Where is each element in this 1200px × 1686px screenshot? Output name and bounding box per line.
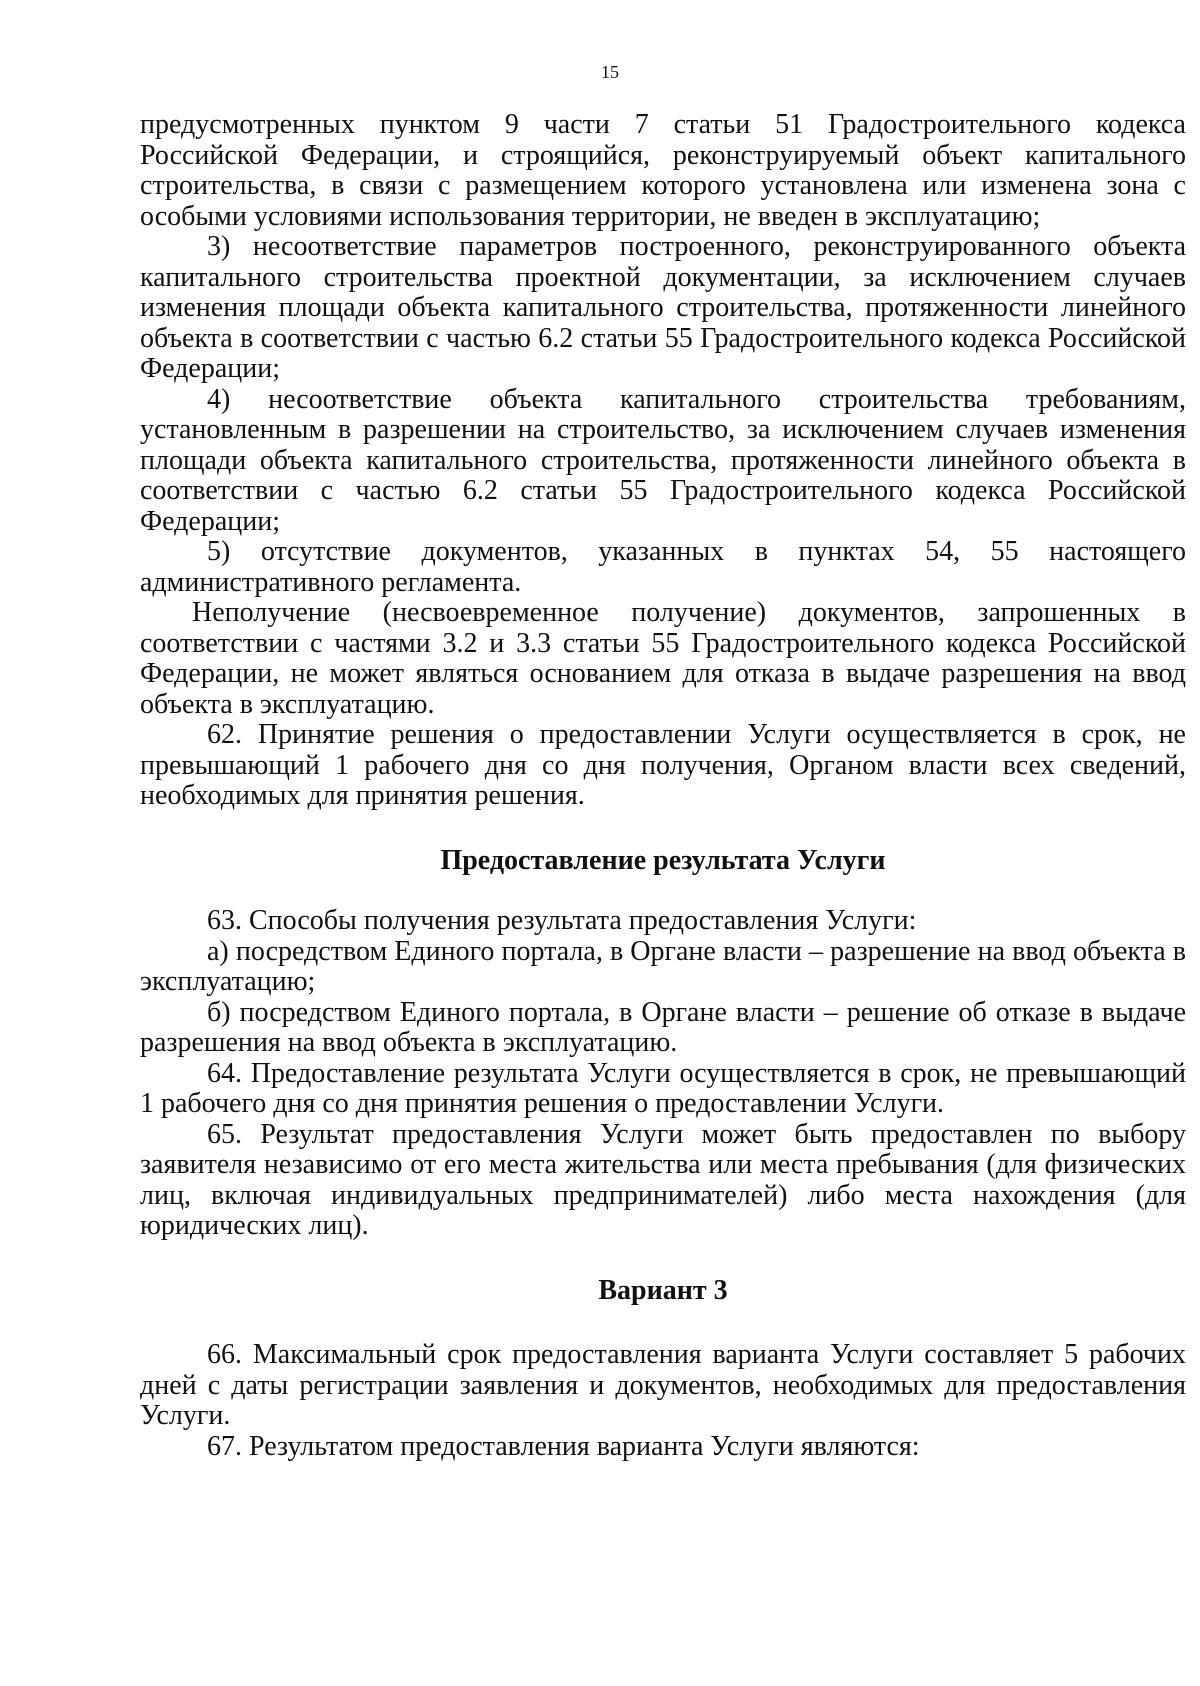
section-heading-variant-3: Вариант 3 <box>598 1274 728 1306</box>
spacer <box>140 876 1186 906</box>
paragraph-item-5: 5) отсутствие документов, указанных в пунктах 54, 55 настоящего административного регламента. <box>140 536 1186 598</box>
paragraph-62: 62. Принятие решения о предоставлении Услуги осуществляется в срок, не превышающий 1 рабочего дня со дня получения, Органом власти всех сведений, необходимых для принятия решения. <box>140 719 1186 811</box>
page-number: 15 <box>601 62 619 82</box>
paragraph-63a: а) посредством Единого портала, в Органе власти – разрешение на ввод объекта в эксплуатацию; <box>140 935 1186 997</box>
paragraph-66: 66. Максимальный срок предоставления варианта Услуги составляет 5 рабочих дней с даты регистрации заявления и документов, необходимых для предоставления Услуги. <box>140 1339 1186 1431</box>
paragraph-item-4: 4) несоответствие объекта капитального строительства требованиям, установленным в разрешении на строительство, за исключением случаев изменения площади объекта капитального строительства, протяженности линейного объекта в соответствии с частью 6.2 статьи 55 Градостроительного кодекса Российской Федерации; <box>140 383 1186 537</box>
paragraph-63b: б) посредством Единого портала, в Органе власти – решение об отказе в выдаче разрешения на ввод объекта в эксплуатацию. <box>140 996 1186 1058</box>
paragraph-67: 67. Результатом предоставления варианта Услуги являются: <box>207 1430 920 1462</box>
spacer <box>140 812 1186 846</box>
section-heading-result: Предоставление результата Услуги <box>440 844 886 876</box>
paragraph-63: 63. Способы получения результата предоставления Услуги: <box>207 905 917 936</box>
paragraph-65: 65. Результат предоставления Услуги может быть предоставлен по выбору заявителя независимо от его места жительства или места пребывания (для физических лиц, включая индивидуальных предпринимателей) либо места нахождения (для юридических лиц). <box>140 1118 1186 1241</box>
paragraph-nonreceipt: Неполучение (несвоевременное получение) документов, запрошенных в соответствии с частями 3.2 и 3.3 статьи 55 Градостроительного кодекса Российской Федерации, не может являться основанием для отказа в выдаче разрешения на ввод объекта в эксплуатацию. <box>140 597 1186 720</box>
paragraph-64: 64. Предоставление результата Услуги осуществляется в срок, не превышающий 1 рабочего дня со дня принятия решения о предоставлении Услуги. <box>140 1057 1186 1119</box>
spacer <box>140 1306 1186 1340</box>
spacer <box>140 1242 1186 1276</box>
document-body <box>140 110 1186 1462</box>
paragraph-item-3: 3) несоответствие параметров построенного, реконструированного объекта капитального строительства проектной документации, за исключением случаев изменения площади объекта капитального строительства, протяженности линейного объекта в соответствии с частью 6.2 статьи 55 Градостроительного кодекса Российской Федерации; <box>140 231 1186 384</box>
paragraph-continuation: предусмотренных пунктом 9 части 7 статьи 51 Градостроительного кодекса Российской Федерации, и строящийся, реконструируемый объект капитального строительства, в связи с размещением которого установлена или изменена зона с особыми условиями использования территории, не введен в эксплуатацию; <box>140 109 1186 232</box>
